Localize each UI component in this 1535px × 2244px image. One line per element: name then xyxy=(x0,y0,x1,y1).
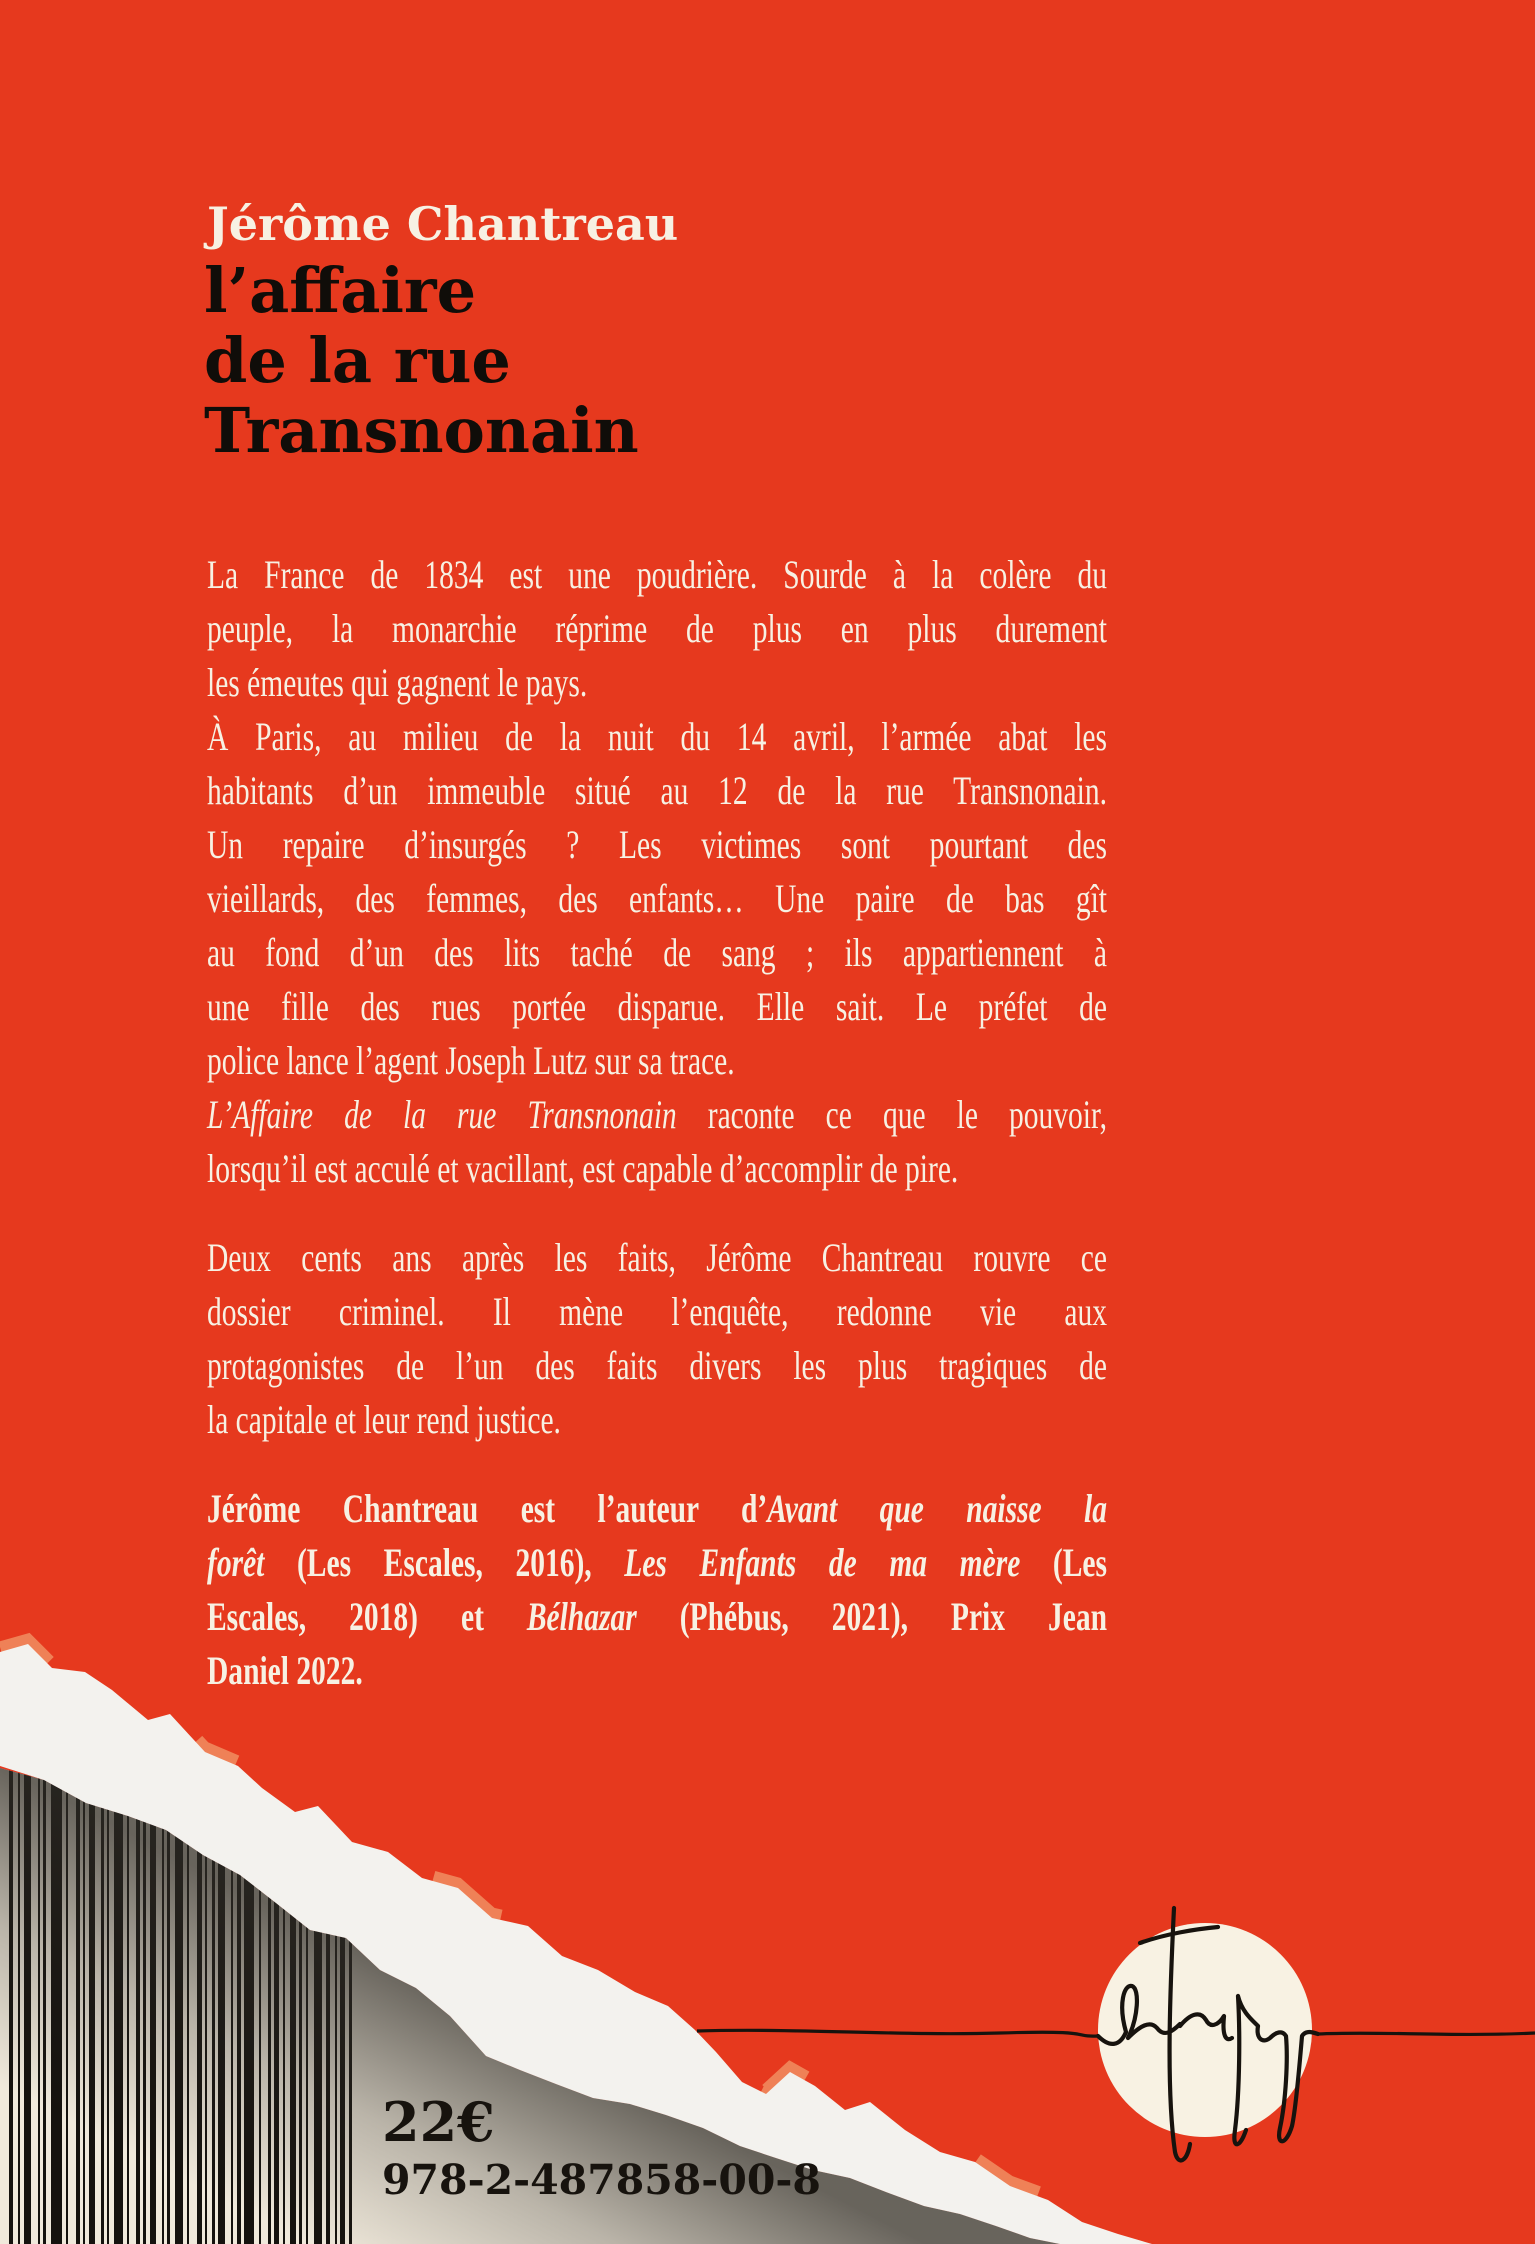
title-line-2: de la rue xyxy=(204,324,511,397)
price: 22€ xyxy=(382,2090,495,2154)
la-tribu-logo-text xyxy=(1098,1923,1099,1924)
author-name: Jérôme Chantreau xyxy=(207,197,679,251)
body-line: La France de 1834 est une poudrière. Sourde à la colère du xyxy=(207,552,1107,597)
body-line: Daniel 2022. xyxy=(207,1648,363,1693)
isbn: 978-2-487858-00-8 xyxy=(382,2156,821,2204)
horizontal-ink-line xyxy=(1318,2033,1535,2034)
body-line: les émeutes qui gagnent le pays. xyxy=(207,660,588,705)
body-line: Jérôme Chantreau est l’auteur d’Avant que naisse la xyxy=(207,1486,1107,1531)
horizontal-ink-line xyxy=(697,2030,1098,2036)
title-line-3: Transnonain xyxy=(204,394,639,467)
body-line: Escales, 2018) et Bélhazar (Phébus, 2021), Prix Jean xyxy=(207,1594,1108,1639)
body-line: dossier criminel. Il mène l’enquête, redonne vie aux xyxy=(207,1289,1107,1334)
body-line: au fond d’un des lits taché de sang ; ils appartiennent à xyxy=(207,930,1107,975)
body-line: peuple, la monarchie réprime de plus en plus durement xyxy=(207,606,1107,651)
body-line: la capitale et leur rend justice. xyxy=(207,1397,561,1442)
body-line: protagonistes de l’un des faits divers les plus tragiques de xyxy=(207,1343,1107,1388)
body-line: L’Affaire de la rue Transnonain raconte ce que le pouvoir, xyxy=(207,1092,1107,1137)
body-line: Un repaire d’insurgés ? Les victimes sont pourtant des xyxy=(207,822,1107,867)
la-tribu-logo xyxy=(1098,1923,1312,2137)
body-line: vieillards, des femmes, des enfants… Une paire de bas gît xyxy=(207,876,1107,921)
body-line: habitants d’un immeuble situé au 12 de la rue Transnonain. xyxy=(207,768,1107,813)
body-line: À Paris, au milieu de la nuit du 14 avril, l’armée abat les xyxy=(207,714,1107,759)
body-line: lorsqu’il est acculé et vacillant, est capable d’accomplir de pire. xyxy=(207,1146,959,1191)
body-line: police lance l’agent Joseph Lutz sur sa trace. xyxy=(207,1038,735,1083)
body-line: une fille des rues portée disparue. Elle sait. Le préfet de xyxy=(207,984,1107,1029)
title-line-1: l’affaire xyxy=(204,254,477,327)
body-line: Deux cents ans après les faits, Jérôme Chantreau rouvre ce xyxy=(207,1235,1107,1280)
body-line: forêt (Les Escales, 2016), Les Enfants de ma mère (Les xyxy=(207,1540,1108,1585)
